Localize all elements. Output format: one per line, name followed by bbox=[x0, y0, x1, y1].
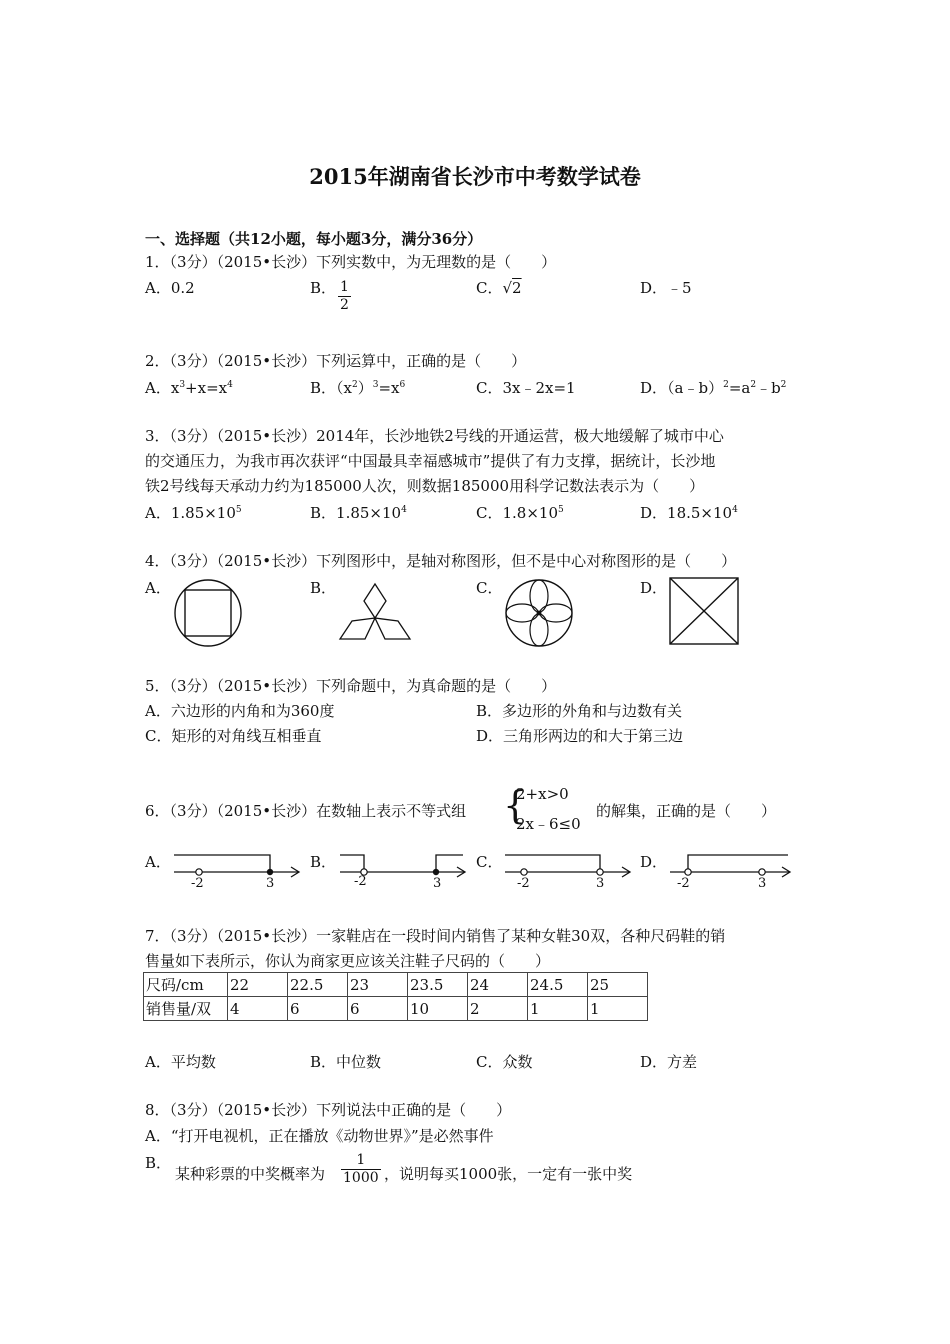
q4-figure-b bbox=[338, 580, 414, 644]
q7-option-a: A．平均数 bbox=[145, 1053, 216, 1071]
q6-option-a-label: A． bbox=[145, 853, 171, 871]
q5-option-d: D．三角形两边的和大于第三边 bbox=[476, 727, 684, 745]
q1-option-b: B． bbox=[310, 279, 337, 297]
q6-inequality-2: 2x﹣6≤0 bbox=[516, 815, 581, 833]
table-cell: 24.5 bbox=[528, 973, 588, 997]
q5-option-c: C．矩形的对角线互相垂直 bbox=[145, 727, 322, 745]
q5-option-b: B．多边形的外角和与边数有关 bbox=[476, 702, 683, 720]
section-heading: 一、选择题（共12小题，每小题3分，满分36分） bbox=[145, 230, 483, 248]
q6-c-tick-left: -2 bbox=[517, 876, 530, 891]
q6-a-tick-left: -2 bbox=[191, 876, 204, 891]
q6-b-tick-right: 3 bbox=[433, 876, 442, 891]
q6-b-tick-left: -2 bbox=[354, 874, 367, 889]
q4-option-d-label: D． bbox=[640, 579, 668, 597]
q8-option-b-pre: 某种彩票的中奖概率为 bbox=[175, 1165, 326, 1183]
table-cell: 23.5 bbox=[408, 973, 468, 997]
table-cell: 24 bbox=[468, 973, 528, 997]
q8-option-a: A．“打开电视机，正在播放《动物世界》”是必然事件 bbox=[145, 1127, 494, 1145]
shoe-size-table bbox=[143, 972, 648, 1021]
q7-line2: 售量如下表所示，你认为商家更应该关注鞋子尺码的（ ） bbox=[145, 952, 551, 970]
table-row bbox=[144, 973, 648, 997]
table-cell: 4 bbox=[228, 997, 288, 1021]
q6-option-c-label: C． bbox=[476, 853, 503, 871]
q4-figure-d bbox=[668, 576, 740, 646]
q6-option-b-label: B． bbox=[310, 853, 337, 871]
table-cell: 10 bbox=[408, 997, 468, 1021]
q1-option-c: C．√2 bbox=[476, 279, 522, 297]
table-cell: 1 bbox=[528, 997, 588, 1021]
q2-option-a: A．$x^3+x=x^4$ bbox=[145, 379, 233, 397]
table-cell: 6 bbox=[288, 997, 348, 1021]
table-row bbox=[144, 997, 648, 1021]
q6-option-d-label: D． bbox=[640, 853, 668, 871]
table-cell: 1 bbox=[588, 997, 648, 1021]
q8-option-b-label: B． bbox=[145, 1154, 172, 1172]
q6-c-tick-right: 3 bbox=[596, 876, 605, 891]
q8-stem: 8．（3分）（2015•长沙）下列说法中正确的是（ ） bbox=[145, 1101, 512, 1119]
q3-line3: 铁2号线每天承动力约为185000人次，则数据185000用科学记数法表示为（ ） bbox=[145, 477, 705, 495]
q8-fraction: $\frac{1}{1000}$ bbox=[343, 1152, 379, 1186]
table-cell: 23 bbox=[348, 973, 408, 997]
q1-stem: 1．（3分）（2015•长沙）下列实数中，为无理数的是（ ） bbox=[145, 253, 557, 271]
table-cell: 25 bbox=[588, 973, 648, 997]
q6-d-tick-left: -2 bbox=[677, 876, 690, 891]
q3-option-d: D．$18.5\times 10^4$ bbox=[640, 504, 738, 522]
table-cell: 6 bbox=[348, 997, 408, 1021]
table-header-cell: 尺码/cm bbox=[144, 973, 228, 997]
q4-figure-c bbox=[502, 577, 576, 649]
page-title: 2015年湖南省长沙市中考数学试卷 bbox=[309, 164, 641, 189]
q7-option-b: B．中位数 bbox=[310, 1053, 382, 1071]
q6-stem-post: 的解集，正确的是（ ） bbox=[596, 802, 777, 820]
q4-option-b-label: B． bbox=[310, 579, 337, 597]
q1-fraction: $\frac{1}{2}$ bbox=[340, 279, 349, 313]
q2-option-d: D．$(a﹣b)^2=a^2﹣b^2$ bbox=[640, 379, 787, 397]
q3-option-c: C．$1.8\times 10^5$ bbox=[476, 504, 564, 522]
q5-option-a: A．六边形的内角和为360度 bbox=[145, 702, 335, 720]
q7-line1: 7．（3分）（2015•长沙）一家鞋店在一段时间内销售了某种女鞋30双，各种尺码鞋的销 bbox=[145, 927, 726, 945]
q3-line1: 3．（3分）（2015•长沙）2014年，长沙地铁2号线的开通运营，极大地缓解了城市中心 bbox=[145, 427, 724, 445]
q6-a-tick-right: 3 bbox=[266, 876, 275, 891]
q2-stem: 2．（3分）（2015•长沙）下列运算中，正确的是（ ） bbox=[145, 352, 527, 370]
q5-stem: 5．（3分）（2015•长沙）下列命题中，为真命题的是（ ） bbox=[145, 677, 557, 695]
q6-inequality-1: 2+x>0 bbox=[516, 785, 569, 803]
q3-option-b: B．$1.85\times 10^4$ bbox=[310, 504, 407, 522]
q4-option-a-label: A． bbox=[145, 579, 171, 597]
q7-option-c: C．众数 bbox=[476, 1053, 533, 1071]
q6-brace: { bbox=[503, 783, 528, 827]
q6-stem-pre: 6．（3分）（2015•长沙）在数轴上表示不等式组 bbox=[145, 802, 467, 820]
q4-stem: 4．（3分）（2015•长沙）下列图形中，是轴对称图形，但不是中心对称图形的是（ ） bbox=[145, 552, 737, 570]
q1-option-d: D．﹣5 bbox=[640, 279, 692, 297]
q2-option-c: C．3x﹣2x=1 bbox=[476, 379, 576, 397]
table-header-cell: 销售量/双 bbox=[144, 997, 228, 1021]
q8-option-b-post: ，说明每买1000张，一定有一张中奖 bbox=[384, 1165, 633, 1183]
q2-option-b: B．$(x^2)^3=x^6$ bbox=[310, 379, 406, 397]
q3-line2: 的交通压力，为我市再次获评“中国最具幸福感城市”提供了有力支撑，据统计，长沙地 bbox=[145, 452, 716, 470]
sqrt-symbol: √ bbox=[502, 279, 513, 297]
q3-option-a: A．$1.85\times 10^5$ bbox=[145, 504, 242, 522]
q7-option-d: D．方差 bbox=[640, 1053, 698, 1071]
table-cell: 22.5 bbox=[288, 973, 348, 997]
q1-option-a: A．0.2 bbox=[145, 279, 195, 297]
table-cell: 22 bbox=[228, 973, 288, 997]
q4-option-c-label: C． bbox=[476, 579, 503, 597]
q6-d-tick-right: 3 bbox=[758, 876, 767, 891]
table-cell: 2 bbox=[468, 997, 528, 1021]
q4-figure-a bbox=[172, 577, 244, 649]
